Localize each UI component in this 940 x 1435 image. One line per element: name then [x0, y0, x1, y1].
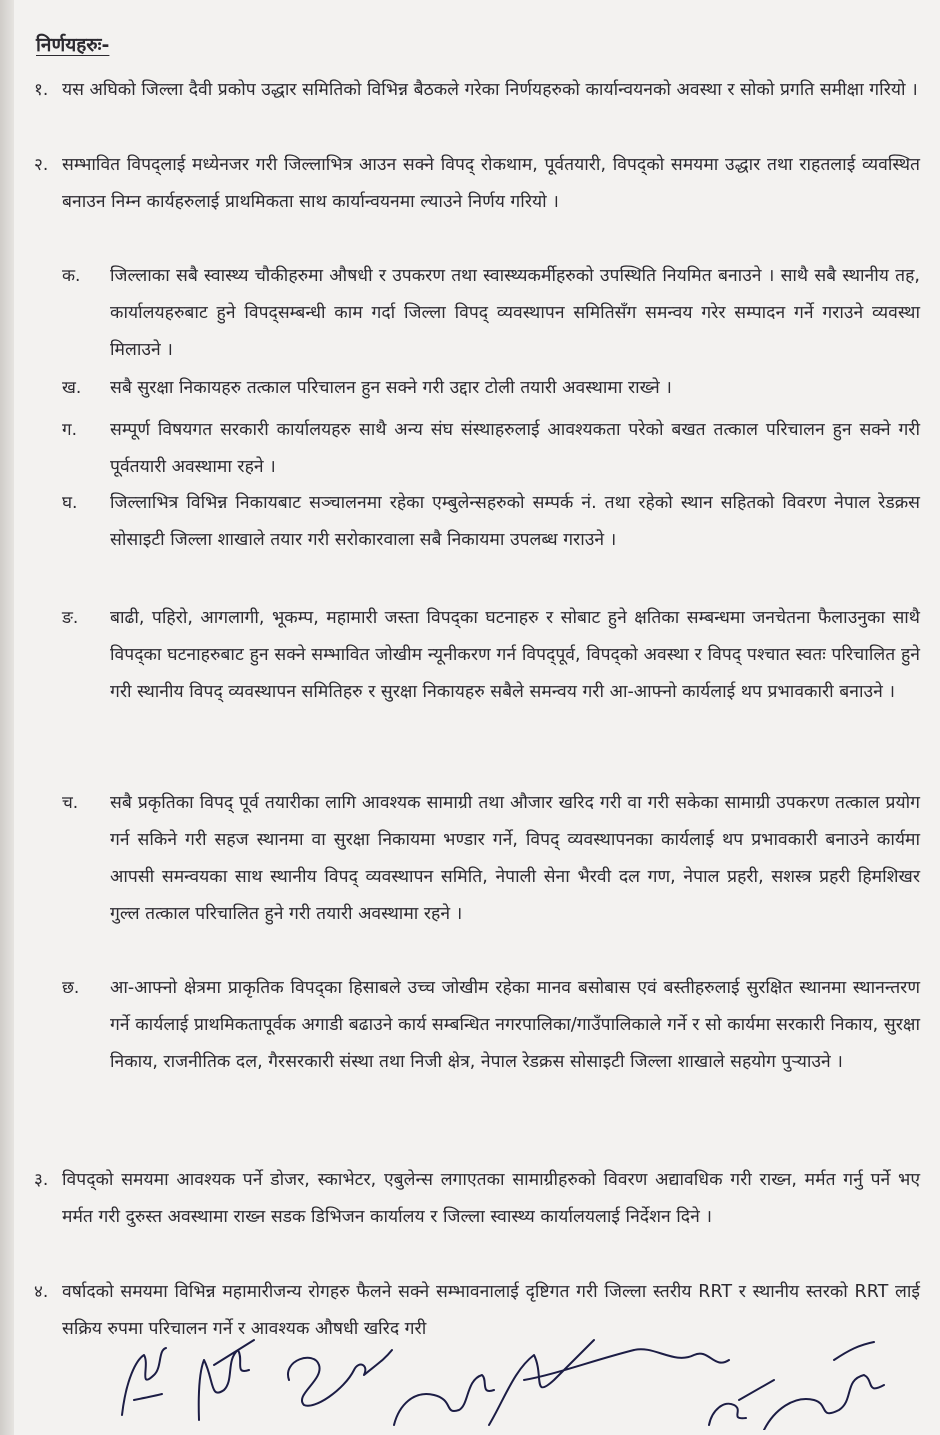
decision-item-2 [14, 147, 934, 221]
item-number: ३. [34, 1170, 49, 1190]
signature-6 [709, 1380, 774, 1425]
signature-5 [489, 1340, 729, 1425]
sub-item-letter: ख. [62, 378, 82, 398]
signature-1 [122, 1348, 166, 1415]
document-page [14, 0, 940, 1435]
sub-item-text: सबै सुरक्षा निकायहरु तत्काल परिचालन हुन सक्ने गरी उद्दार टोली तयारी अवस्थामा राख्ने । [110, 378, 672, 398]
sub-item-gha [14, 485, 934, 559]
signatures-drawing [114, 1320, 934, 1430]
item-text: विपद्को समयमा आवश्यक पर्ने डोजर, स्काभेटर, एबुलेन्स लगाएतका सामाग्रीहरुको विवरण अद्यावधिक गरी राख्न, मर्मत गर्नु पर्ने भए मर्मत गरी दुरुस्त अवस्थामा राख्न सडक डिभिजन कार्यालय र जिल्ला स्वास्थ्य कार्यालयलाई निर्देशन दिने । [62, 1170, 920, 1227]
decision-item-3 [14, 1162, 934, 1236]
item-text: सम्भावित विपद्लाई मध्येनजर गरी जिल्लाभित्र आउन सक्ने विपद् रोकथाम, पूर्वतयारी, विपद्को समयमा उद्धार तथा राहतलाई व्यवस्थित बनाउन निम्न कार्यहरुलाई प्राथमिकता साथ कार्यान्वयनमा ल्याउने निर्णय गरियो । [62, 155, 920, 212]
decisions-heading: निर्णयहरुः- [36, 34, 110, 56]
sub-item-letter: छ. [62, 978, 80, 998]
sub-item-cha [14, 785, 934, 933]
sub-item-ka [14, 258, 934, 369]
sub-item-chha [14, 970, 934, 1081]
item-text: वर्षादको समयमा विभिन्न महामारीजन्य रोगहरु फैलने सक्ने सम्भावनालाई दृष्टिगत गरी जिल्ला स्तरीय RRT र स्थानीय स्तरको RRT लाई सक्रिय रुपमा परिचालन गर्ने र आवश्यक औषधी खरिद गरी [62, 1282, 920, 1339]
signature-2 [199, 1340, 254, 1420]
sub-item-letter: क. [62, 266, 81, 286]
sub-item-text: आ-आफ्नो क्षेत्रमा प्राकृतिक विपद्का हिसाबले उच्च जोखीम रहेका मानव बसोबास एवं बस्तीहरुलाई सुरक्षित स्थानमा स्थानन्तरण गर्ने कार्यलाई प्राथमिकतापूर्वक अगाडी बढाउने कार्य सम्बन्धित नगरपालिका/गाउँपालिकाले गर्ने र सो कार्यमा सरकारी निकाय, सुरक्षा निकाय, राजनीतिक दल, गैरसरकारी संस्था तथा निजी क्षेत्र, नेपाल रेडक्रस सोसाइटी जिल्ला शाखाले सहयोग पुऱ्याउने । [110, 978, 920, 1072]
decision-item-1 [14, 72, 934, 109]
item-number: २. [34, 155, 49, 175]
sub-item-text: सबै प्रकृतिका विपद् पूर्व तयारीका लागि आवश्यक सामाग्री तथा औजार खरिद गरी वा गरी सकेका सामाग्री उपकरण तत्काल प्रयोग गर्न सकिने गरी सहज स्थानमा वा सुरक्षा निकायमा भण्डार गर्ने, विपद् व्यवस्थापनका कार्यलाई थप प्रभावकारी बनाउने कार्यमा आपसी समन्वयका साथ स्थानीय विपद् व्यवस्थापन समिति, नेपाली सेना भैरवी दल गण, नेपाल प्रहरी, सशस्त्र प्रहरी हिमशिखर गुल्ल तत्काल परिचालित हुने गरी तयारी अवस्थामा रहने । [110, 793, 920, 924]
sub-item-text: जिल्लाका सबै स्वास्थ्य चौकीहरुमा औषधी र उपकरण तथा स्वास्थ्यकर्मीहरुको उपस्थिति नियमित बनाउने । साथै सबै स्थानीय तह, कार्यालयहरुबाट हुने विपद्सम्बन्धी काम गर्दा जिल्ला विपद् व्यवस्थापन समितिसँग समन्वय गरेर सम्पादन गर्ने गराउने व्यवस्था मिलाउने । [110, 266, 920, 360]
signature-3 [288, 1350, 392, 1406]
item-number: १. [34, 80, 49, 100]
signature-4 [394, 1375, 494, 1425]
sub-item-ga [14, 412, 934, 486]
sub-item-text: सम्पूर्ण विषयगत सरकारी कार्यालयहरु साथै अन्य संघ संस्थाहरुलाई आवश्यकता परेको बखत तत्काल परिचालन हुन सक्ने गरी पूर्वतयारी अवस्थामा रहने । [110, 420, 920, 477]
sub-item-letter: च. [62, 793, 79, 813]
signature-area [114, 1320, 934, 1430]
signature-7 [764, 1342, 884, 1430]
sub-item-kha [14, 370, 934, 407]
sub-item-letter: घ. [62, 493, 78, 513]
sub-item-letter: ग. [62, 420, 77, 440]
item-number: ४. [34, 1282, 49, 1302]
page-binding-edge [0, 0, 14, 1435]
sub-item-nga [14, 600, 934, 711]
sub-item-text: बाढी, पहिरो, आगलागी, भूकम्प, महामारी जस्ता विपद्का घटनाहरु र सोबाट हुने क्षतिका सम्बन्धमा जनचेतना फैलाउनुका साथै विपद्का घटनाहरुबाट हुन सक्ने सम्भावित जोखीम न्यूनीकरण गर्न विपद्पूर्व, विपद्को अवस्था र विपद् पश्चात स्वतः परिचालित हुने गरी स्थानीय विपद् व्यवस्थापन समितिहरु र सुरक्षा निकायहरु सबैले समन्वय गरी आ-आफ्नो कार्यलाई थप प्रभावकारी बनाउने । [110, 608, 920, 702]
item-text: यस अघिको जिल्ला दैवी प्रकोप उद्धार समितिको विभिन्न बैठकले गरेका निर्णयहरुको कार्यान्वयनको अवस्था र सोको प्रगति समीक्षा गरियो । [62, 80, 918, 100]
sub-item-letter: ङ. [62, 608, 79, 628]
sub-item-text: जिल्लाभित्र विभिन्न निकायबाट सञ्चालनमा रहेका एम्बुलेन्सहरुको सम्पर्क नं. तथा रहेको स्थान सहितको विवरण नेपाल रेडक्रस सोसाइटी जिल्ला शाखाले तयार गरी सरोकारवाला सबै निकायमा उपलब्ध गराउने । [110, 493, 920, 550]
